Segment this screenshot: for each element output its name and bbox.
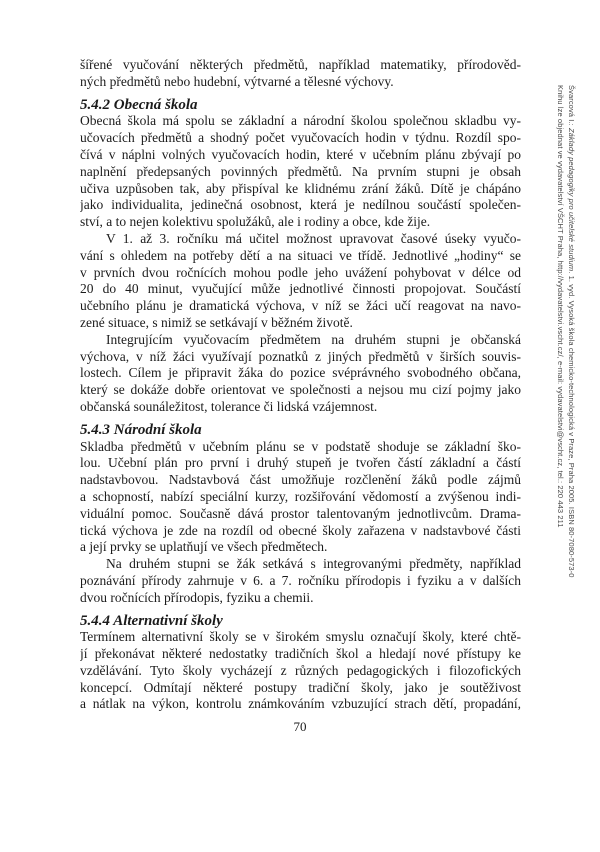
text-line: lou. Učební plán pro první i druhý stupeň je tvořen částí základní a částí xyxy=(80,455,521,471)
page-number: 70 xyxy=(293,719,307,734)
paragraph xyxy=(80,332,521,416)
text-line: Obecná škola má spolu se základní a národní školou společnou skladbu vy- xyxy=(80,113,521,129)
text-line: Termínem alternativní školy se v širokém smyslu označují školy, které chtě- xyxy=(80,629,521,645)
text-line: vání s ohledem na potřeby dětí a na situaci ve třídě. Jednotlivé „hodiny“ se xyxy=(80,247,521,263)
citation-sidebar xyxy=(555,85,577,630)
section-heading: 5.4.4 Alternativní školy xyxy=(80,612,223,629)
text-line: a schopností, nabízí speciální kurzy, rozšiřování vědomostí a zvýšenou indi- xyxy=(80,488,521,504)
paragraph xyxy=(80,113,521,231)
text-line: občanská sounáležitost, tolerance či lidská vzájemnost. xyxy=(80,398,378,414)
paragraph xyxy=(80,439,521,557)
citation-title: Základy pedagogiky pro učitelské studium xyxy=(567,127,576,272)
paragraph xyxy=(80,231,521,332)
text-line: a její prvky se uplatňují ve všech předmětech. xyxy=(80,539,328,555)
text-line: nadstavbovou. Nadstavbová část umožňuje rozčlenění žáků podle zájmů xyxy=(80,472,521,488)
text-line: jí překonávat některé nedostatky tradičních škol a hledají nové přístupy ke xyxy=(80,646,521,662)
citation-rest: . 1. vyd. Vysoká škola chemicko-technologická v Praze, Praha 2005. ISBN 80-7080-573-0 xyxy=(567,271,576,578)
text-line: naplnění předepsaných povinných předmětů. Na prvním stupni je obsah xyxy=(80,163,521,179)
text-line: ných předmětů nebo hudební, výtvarné a tělesné výchovy. xyxy=(80,73,394,89)
section-heading: 5.4.2 Obecná škola xyxy=(80,96,198,113)
section-heading: 5.4.3 Národní škola xyxy=(80,421,202,438)
text-line: šířené vyučování některých předmětů, například matematiky, přírodověd- xyxy=(80,57,521,72)
text-line: učebního plánu je dramatická výchova, v níž se žáci učí reagovat na navo- xyxy=(80,298,521,314)
text-line: Integrujícím vyučovacím předmětem na druhém stupni je občanská xyxy=(106,331,521,347)
text-line: který se dokáže dobře orientovat ve společnosti a nejsou mu cizí pojmy jako xyxy=(80,382,521,398)
text-line: koncepcí. Odmítají některé postupy tradiční školy, jako je soutěživost xyxy=(80,679,521,695)
text-block xyxy=(80,57,521,713)
text-line: Na druhém stupni se žák setkává s integrovanými předměty, například xyxy=(106,556,521,572)
text-line: poznávání přírody zahrnuje v 6. a 7. ročníku přírodopis i fyziku a v dalších xyxy=(80,572,521,588)
citation-line xyxy=(566,85,577,630)
paragraph xyxy=(80,57,521,91)
text-line: jako individualita, jedinečná osobnost, která je nedílnou součástí společen- xyxy=(80,197,521,213)
citation-author: Švarcová I.: xyxy=(567,85,576,128)
text-line: zené situace, s nimiž se setkávají v běžném životě. xyxy=(80,314,353,330)
text-line: čívá v náplni volných vyučovacích hodin, které v učebním plánu zbývají po xyxy=(80,146,521,162)
text-line: ství, a to nejen kolektivu spolužáků, ale i rodiny a obce, kde žije. xyxy=(80,214,431,230)
text-line: v prvních dvou ročnících mohou podle jeho uvážení pohybovat v délce od xyxy=(80,264,521,280)
text-line: výchova, v níž žáci využívají poznatků z jiných předmětů v širších souvis- xyxy=(80,348,521,364)
text-line: tická výchova je zde na rozdíl od obecné školy zařazena v nadstavbové části xyxy=(80,522,521,538)
order-info-line: Knihu lze objednat ve vydavatelství VŠCHT Praha, http://vydavatelstvi.vscht.cz/, e-mail: vydavatelstvi@vscht.cz, tel.: 220 443 211 xyxy=(556,85,565,528)
paragraph xyxy=(80,629,521,713)
text-line: V 1. až 3. ročníku má učitel možnost upravovat časové úseky vyučo- xyxy=(106,230,521,246)
text-line: učiva uzpůsoben tak, aby přispíval ke klidnému zrání žáků. Dítě je chápáno xyxy=(80,180,521,196)
text-line: 20 do 40 minut, vyučující může jednotlivé činnosti propojovat. Součástí xyxy=(80,281,521,297)
paragraph xyxy=(80,556,521,606)
text-line: učovacích předmětů a shodný počet vyučovacích hodin v týdnu. Rozdíl spo- xyxy=(80,130,521,146)
text-line: lostech. Cílem je připravit žáka do pozice svéprávného svobodného občana, xyxy=(80,365,521,381)
text-line: dvou ročnících přírodopis, fyziku a chemii. xyxy=(80,589,314,605)
text-line: a nátlak na výkon, kontrolu známkováním vzbuzující strach dětí, propadání, xyxy=(80,696,521,712)
text-line: Skladba předmětů v učebním plánu se v podstatě shoduje se základní ško- xyxy=(80,438,521,454)
text-line: viduální pomoc. Současně dává prostor talentovaným jednotlivcům. Drama- xyxy=(80,505,521,521)
text-line: vzdělávání. Tyto školy vycházejí z různých pedagogických i filozofických xyxy=(80,662,521,678)
